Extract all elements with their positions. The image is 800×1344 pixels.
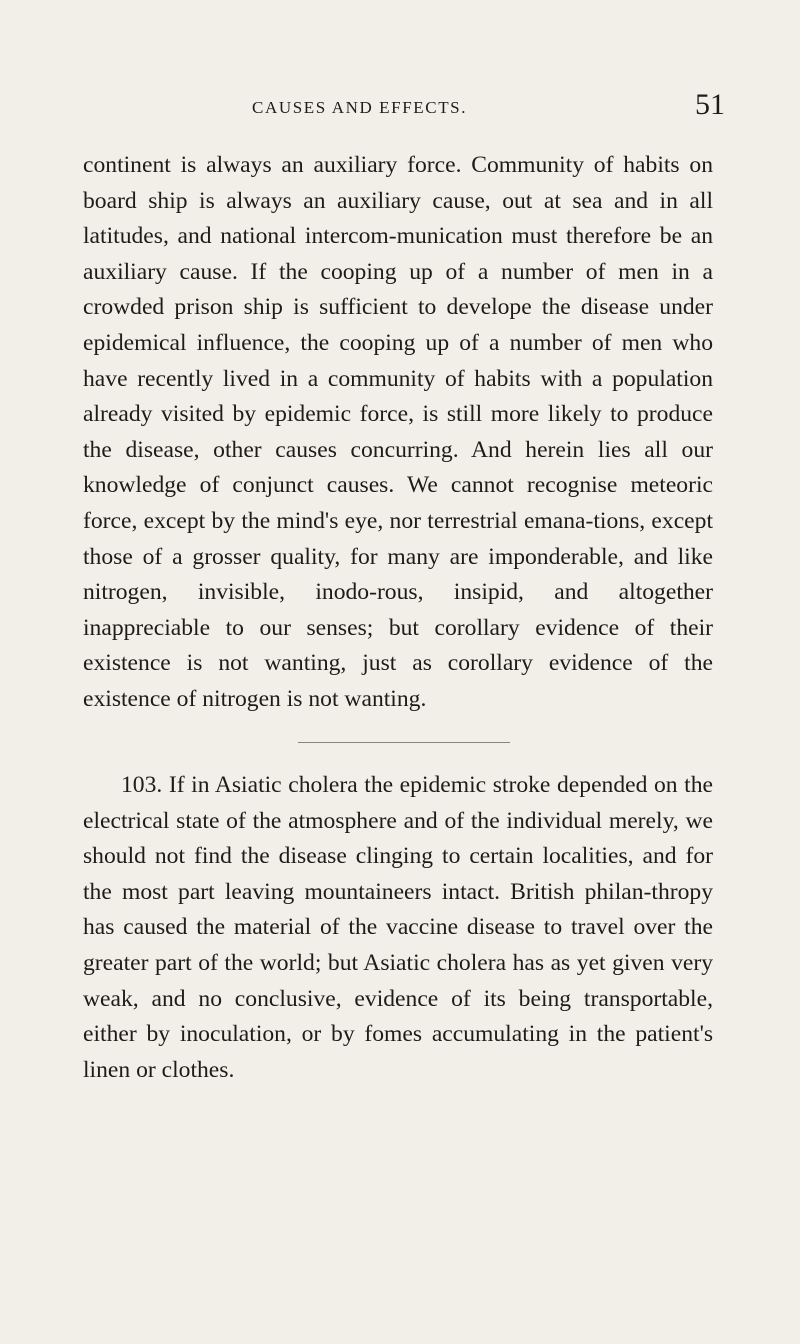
running-head (0, 88, 800, 128)
paragraph-103: 103. If in Asiatic cholera the epidemic stroke depended on the electrical state of the atmosphere and of the individual merely, we should not find the disease clinging to certain localities, and for the most part leaving mountaineers intact. British philan-thropy has caused the material of the vaccine disease to travel over the greater part of the world; but Asiatic cholera has as yet given very weak, and no conclusive, evidence of its being transportable, either by inoculation, or by fomes accumulating in the patient's linen or clothes. (83, 772, 713, 1083)
section-divider (298, 742, 510, 743)
page-number: 51 (695, 88, 725, 121)
paragraph-continuation: continent is always an auxiliary force. Community of habits on board ship is always an auxiliary cause, out at sea and in all latitudes, and national intercom-munication must therefore be an auxiliary cause. If the cooping up of a number of men in a crowded prison ship is sufficient to develope the disease under epidemical influence, the cooping up of a number of men who have recently lived in a community of habits with a population already visited by epidemic force, is still more likely to produce the disease, other causes concurring. And herein lies all our knowledge of conjunct causes. We cannot recognise meteoric force, except by the mind's eye, nor terrestrial emana-tions, except those of a grosser quality, for many are imponderable, and like nitrogen, invisible, inodo-rous, insipid, and altogether inappreciable to our senses; but corollary evidence of their existence is not wanting, just as corollary evidence of the existence of nitrogen is not wanting. (83, 152, 713, 712)
running-title: CAUSES AND EFFECTS. (252, 98, 468, 117)
